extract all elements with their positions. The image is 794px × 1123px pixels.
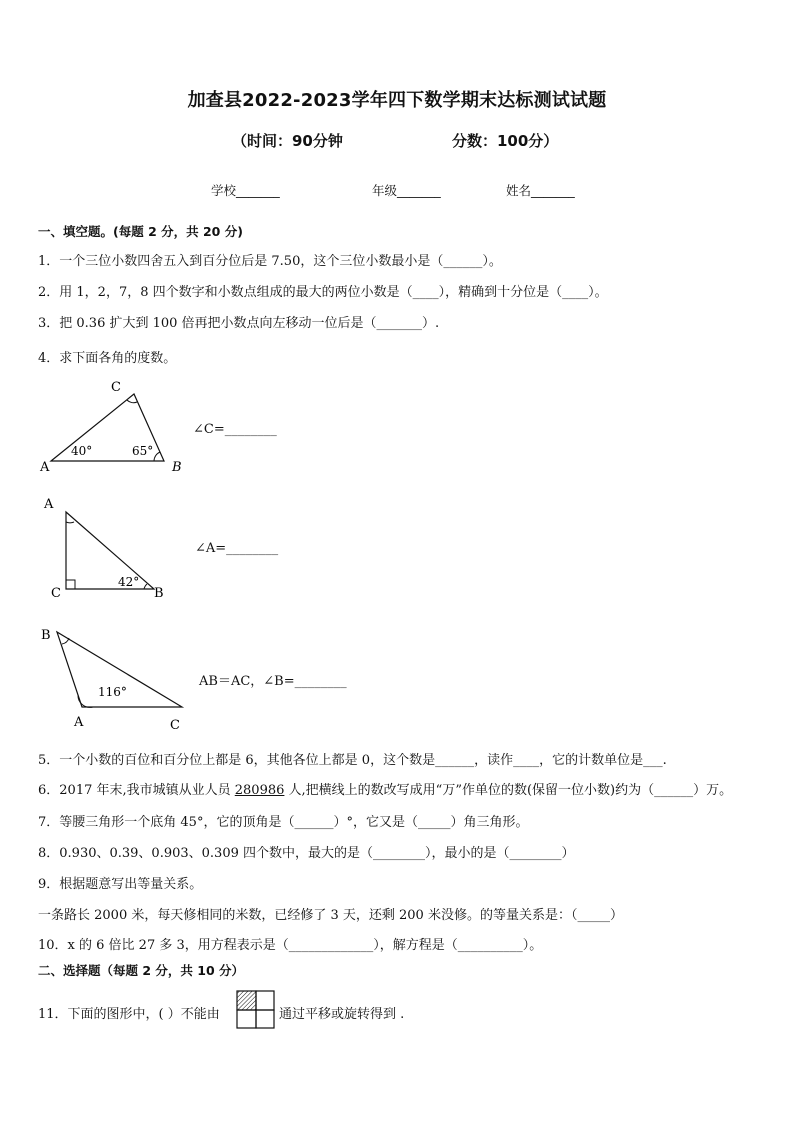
question-6-text-b: 人,把横线上的数改写成用“万”作单位的数(保留一位小数)约为（______）万。 [284, 783, 733, 798]
vertex-b-label: B [172, 460, 182, 474]
angle-a-label: 40° [71, 444, 93, 458]
question-6 [38, 779, 732, 798]
question-9: 9．根据题意写出等量关系。 [38, 877, 203, 892]
triangle-figure-3 [36, 624, 196, 736]
angle-a-label: 116° [98, 685, 127, 699]
angle-c-answer[interactable]: ∠C=________ [193, 422, 277, 437]
vertex-c-label: C [111, 380, 121, 395]
vertex-a-label: A [74, 715, 84, 730]
section-1-heading: 一、填空题。(每题 2 分，共 20 分) [38, 224, 243, 239]
triangle-figure-2 [36, 492, 186, 604]
question-4: 4．求下面各角的度数。 [38, 351, 177, 366]
vertex-a-label: A [40, 460, 50, 474]
vertex-a-label: A [44, 497, 54, 512]
question-2: 2．用 1，2，7，8 四个数字和小数点组成的最大的两位小数是（____），精确到十分位是（____）。 [38, 285, 608, 300]
angle-b-label: 42° [118, 575, 140, 589]
question-8: 8．0.930、0.39、0.903、0.309 四个数中，最大的是（________），最小的是（________） [38, 846, 575, 861]
vertex-b-label: B [41, 628, 51, 643]
question-1: 1．一个三位小数四舍五入到百分位后是 7.50，这个三位小数最小是（______）。 [38, 254, 502, 269]
exam-time: （时间：90分钟 [232, 132, 343, 150]
angle-b-answer[interactable]: AB＝AC，∠B=________ [199, 674, 347, 689]
vertex-c-label: C [51, 586, 61, 601]
question-11 [38, 1003, 220, 1022]
grid-shape-icon [236, 990, 276, 1030]
exam-title: 加查县2022-2023学年四下数学期末达标测试试题 [187, 90, 607, 111]
question-3: 3．把 0.36 扩大到 100 倍再把小数点向左移动一位后是（_______）. [38, 316, 440, 331]
question-9-detail: 一条路长 2000 米，每天修相同的米数，已经修了 3 天，还剩 200 米没修。的等量关系是：（_____） [38, 908, 623, 923]
question-7: 7．等腰三角形一个底角 45°，它的顶角是（______）°，它又是（_____）角三角形。 [38, 815, 529, 830]
triangle-figure-1 [36, 374, 196, 474]
question-6-text-a: 6．2017 年末,我市城镇从业人员 [38, 783, 235, 798]
vertex-b-label: B [154, 586, 164, 601]
name-field[interactable]: 姓名_______ [506, 183, 575, 198]
question-11-text-b: 通过平移或旋转得到 . [279, 1007, 405, 1022]
vertex-c-label: C [170, 718, 180, 733]
question-5: 5．一个小数的百位和百分位上都是 6，其他各位上都是 0，这个数是______，读作____，它的计数单位是___. [38, 753, 667, 768]
question-6-number: 280986 [234, 783, 285, 798]
school-field[interactable]: 学校_______ [211, 183, 280, 198]
question-10: 10．x 的 6 倍比 27 多 3，用方程表示是（_____________），解方程是（__________）。 [38, 938, 543, 953]
grade-field[interactable]: 年级_______ [372, 183, 441, 198]
section-2-heading: 二、选择题（每题 2 分，共 10 分） [38, 963, 245, 978]
angle-b-label: 65° [132, 444, 154, 458]
angle-a-answer[interactable]: ∠A=________ [195, 541, 279, 556]
exam-score: 分数：100分） [452, 132, 559, 150]
question-11-text-a: 11．下面的图形中，( ）不能由 [38, 1007, 220, 1022]
